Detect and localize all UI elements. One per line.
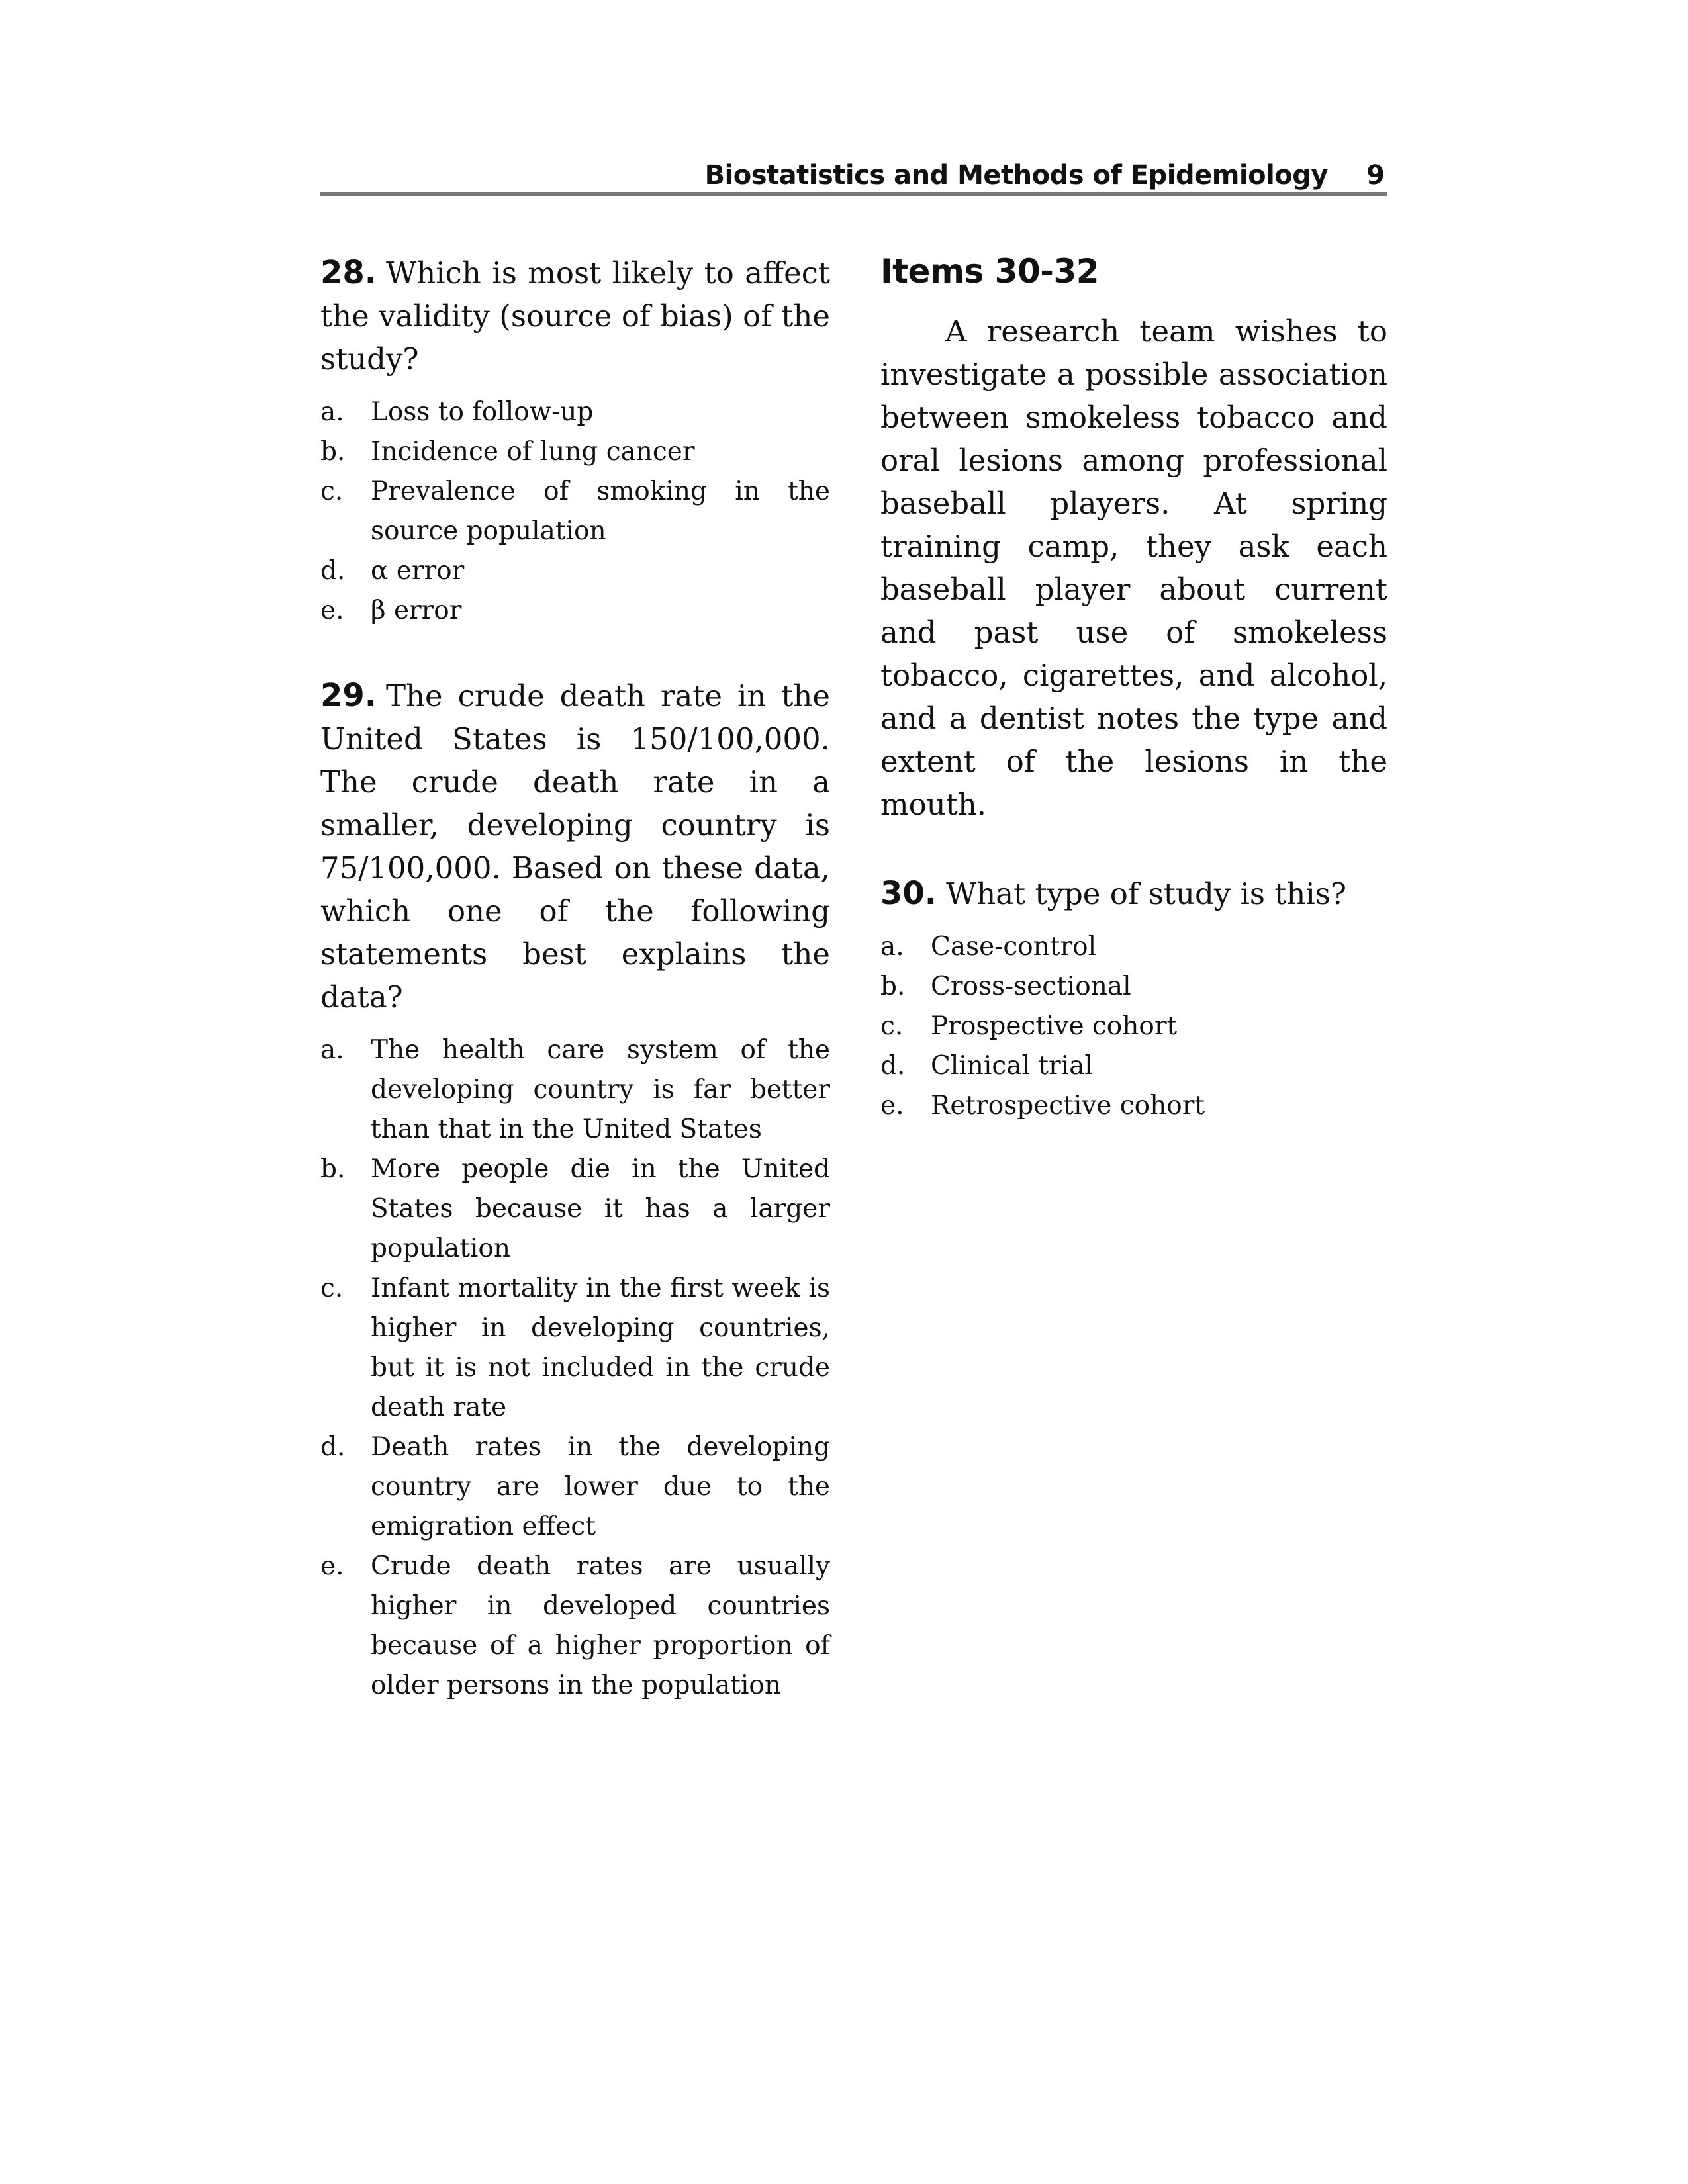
option-text: Case-control bbox=[931, 932, 1097, 962]
question-number: 28. bbox=[320, 254, 377, 291]
option-letter: e. bbox=[320, 1551, 344, 1581]
question-stem bbox=[880, 872, 1387, 915]
question-stem bbox=[320, 251, 830, 381]
answer-option bbox=[320, 1428, 830, 1547]
case-passage: A research team wishes to investigate a possible association between smokeless tobacco and oral lesions among professional baseball players. At spring training camp, they ask each baseball player about current and past use of smokeless tobacco, cigarettes, and alcohol, and a dentist notes the type and extent of the lesions in the mouth. bbox=[880, 314, 1387, 822]
option-text: The health care system of the developing country is far better than that in the United States bbox=[371, 1035, 830, 1144]
option-letter: d. bbox=[880, 1051, 906, 1081]
option-letter: c. bbox=[880, 1011, 904, 1041]
question-28 bbox=[320, 251, 830, 631]
option-letter: b. bbox=[320, 437, 346, 467]
option-text: Clinical trial bbox=[931, 1051, 1093, 1081]
answer-option bbox=[320, 432, 830, 472]
question-text: The crude death rate in the United States is 150/100,000. The crude death rate in a smaller, developing country is 75/100,000. Based on these data, which one of the following statements best explains the data? bbox=[320, 678, 830, 1015]
option-letter: a. bbox=[320, 397, 344, 427]
question-number: 29. bbox=[320, 677, 377, 714]
answer-option bbox=[320, 551, 830, 591]
option-text: Death rates in the developing country are lower due to the emigration effect bbox=[371, 1432, 830, 1541]
question-29 bbox=[320, 674, 830, 1706]
option-letter: c. bbox=[320, 477, 344, 506]
question-stem bbox=[320, 674, 830, 1019]
option-text: Loss to follow-up bbox=[371, 397, 594, 427]
option-letter: a. bbox=[320, 1035, 344, 1065]
answer-options bbox=[320, 392, 830, 631]
question-text: Which is most likely to affect the validity (source of bias) of the study? bbox=[320, 255, 830, 377]
option-text: Crude death rates are usually higher in developed countries because of a higher proportion of older persons in the population bbox=[371, 1551, 830, 1700]
answer-option bbox=[880, 1007, 1387, 1046]
right-column bbox=[880, 251, 1387, 1126]
answer-option bbox=[880, 967, 1387, 1007]
answer-option bbox=[320, 1269, 830, 1428]
answer-option bbox=[880, 927, 1387, 967]
answer-option bbox=[320, 472, 830, 551]
answer-option bbox=[320, 1030, 830, 1150]
option-letter: b. bbox=[880, 972, 906, 1001]
option-text: β error bbox=[371, 596, 462, 625]
answer-options bbox=[320, 1030, 830, 1706]
question-text: What type of study is this? bbox=[946, 876, 1346, 911]
answer-option bbox=[880, 1046, 1387, 1086]
option-letter: e. bbox=[320, 596, 344, 625]
question-number: 30. bbox=[880, 875, 937, 912]
option-text: More people die in the United States because it has a larger population bbox=[371, 1154, 830, 1263]
option-text: Cross-sectional bbox=[931, 972, 1131, 1001]
items-heading: Items 30-32 bbox=[880, 252, 1100, 291]
header-title: Biostatistics and Methods of Epidemiology bbox=[704, 160, 1328, 191]
answer-options bbox=[880, 927, 1387, 1126]
question-30 bbox=[880, 872, 1387, 1126]
running-header bbox=[320, 159, 1387, 196]
answer-option bbox=[320, 591, 830, 631]
option-letter: d. bbox=[320, 556, 346, 586]
option-text: Infant mortality in the first week is higher in developing countries, but it is not included in the crude death rate bbox=[371, 1273, 830, 1422]
option-letter: b. bbox=[320, 1154, 346, 1184]
option-text: Prospective cohort bbox=[931, 1011, 1178, 1041]
option-letter: d. bbox=[320, 1432, 346, 1462]
answer-option bbox=[320, 1150, 830, 1269]
option-text: α error bbox=[371, 556, 465, 586]
answer-option bbox=[320, 392, 830, 432]
option-text: Incidence of lung cancer bbox=[371, 437, 695, 467]
answer-option bbox=[320, 1547, 830, 1706]
option-letter: e. bbox=[880, 1091, 904, 1120]
answer-option bbox=[880, 1086, 1387, 1126]
page-number: 9 bbox=[1366, 160, 1385, 191]
left-column bbox=[320, 251, 830, 1706]
option-text: Retrospective cohort bbox=[931, 1091, 1205, 1120]
option-letter: a. bbox=[880, 932, 904, 962]
option-letter: c. bbox=[320, 1273, 344, 1303]
option-text: Prevalence of smoking in the source population bbox=[371, 477, 830, 546]
